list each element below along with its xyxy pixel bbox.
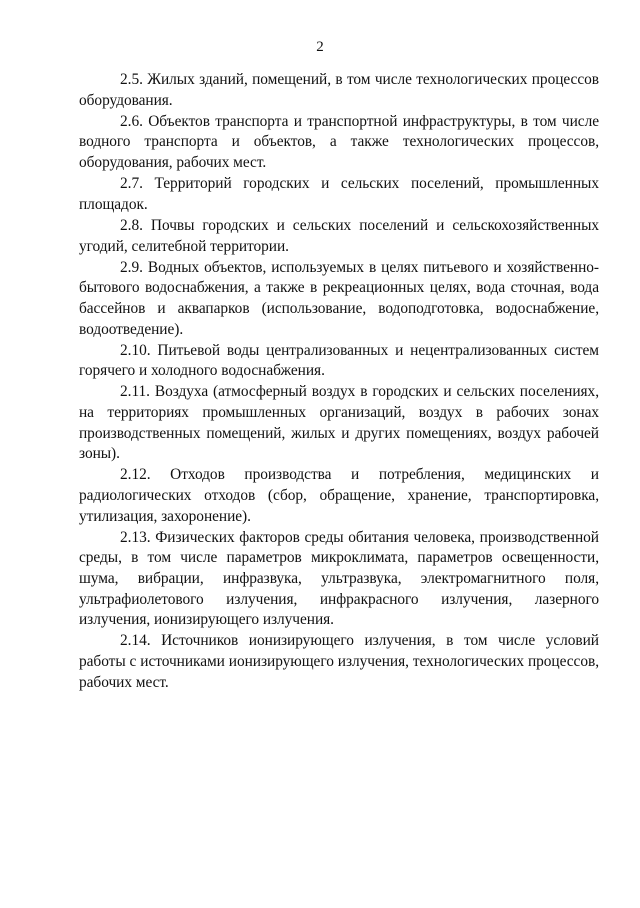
paragraph-2-10: 2.10. Питьевой воды централизованных и нецентрализованных систем горячего и холодного водоснабжения. [79, 341, 599, 380]
paragraph-2-7: 2.7. Территорий городских и сельских поселений, промышленных площадок. [79, 175, 599, 213]
paragraph-2-13: 2.13. Физических факторов среды обитания человека, производственной среды, в том числе параметров микроклимата, параметров освещенности, шума, вибрации, инфразвука, ультразвука, электромагнитного поля, ультрафиолетового излучения, инфракрасного излучения, лазерного излучения, ионизирующего излучения. [79, 528, 599, 629]
paragraph-2-11: 2.11. Воздуха (атмосферный воздух в городских и сельских поселениях, на территориях промышленных организаций, воздух в рабочих зонах производственных помещений, жилых и других помещениях, воздух рабочей зоны). [79, 383, 599, 463]
paragraph-2-8: 2.8. Почвы городских и сельских поселений и сельскохозяйственных угодий, селитебной территории. [79, 216, 599, 255]
page-number: 2 [316, 39, 324, 55]
paragraph-2-6: 2.6. Объектов транспорта и транспортной инфраструктуры, в том числе водного транспорта и объектов, а также технологических процессов, оборудования, рабочих мест. [79, 112, 599, 171]
paragraph-2-5: 2.5. Жилых зданий, помещений, в том числе технологических процессов оборудования. [79, 71, 599, 109]
paragraph-2-9: 2.9. Водных объектов, используемых в целях питьевого и хозяйственно-бытового водоснабжения, а также в рекреационных целях, вода сточная, вода бассейнов и аквапарков (использование, водоподготовка, водоснабжение, водоотведение). [79, 258, 599, 338]
paragraph-2-14: 2.14. Источников ионизирующего излучения, в том числе условий работы с источниками ионизирующего излучения, технологических процессов, рабочих мест. [79, 632, 599, 691]
document-body [79, 70, 599, 693]
paragraph-2-12: 2.12. Отходов производства и потребления, медицинских и радиологических отходов (сбор, обращение, хранение, транспортировка, утилизация, захоронение). [79, 466, 599, 525]
